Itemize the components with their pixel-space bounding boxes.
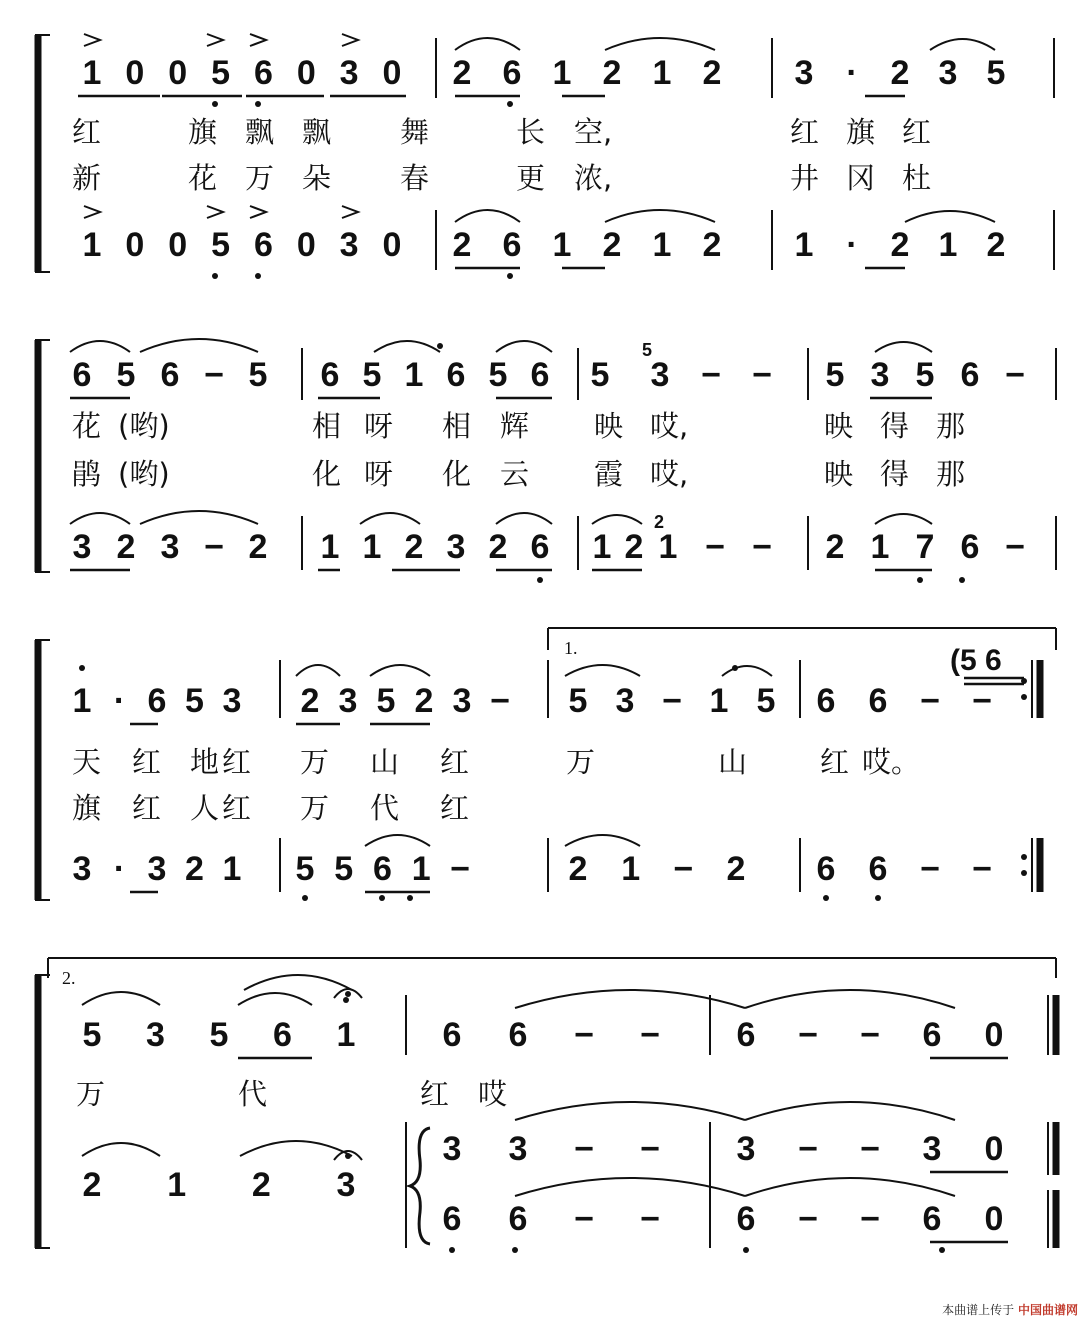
note-symbol: −: [640, 1016, 660, 1054]
lyric-verse2: 花: [188, 161, 218, 195]
lyric-verse2: 霞: [594, 457, 624, 491]
note-group-intro: (5 6: [950, 644, 1002, 677]
lyric-verse1: 旗: [846, 115, 876, 149]
note-symbol: −: [860, 1016, 880, 1054]
slur: [605, 210, 715, 222]
octave-dot: [449, 1247, 455, 1253]
octave-dot: [1021, 870, 1027, 876]
octave-dot: [959, 577, 965, 583]
octave-dot: [1021, 854, 1027, 860]
lyric-verse1: 相: [312, 409, 342, 443]
slur: [605, 38, 715, 50]
note-symbol: −: [701, 356, 721, 394]
lyric-verse1: 红: [222, 745, 252, 779]
note: 1: [167, 1166, 187, 1204]
lyric-verse2: 万: [245, 161, 275, 195]
lyric-verse2: 更: [516, 161, 546, 195]
note: 1: [592, 528, 612, 566]
note: 2: [251, 1166, 271, 1204]
note: 5: [362, 356, 382, 394]
note-symbol: −: [490, 682, 510, 720]
lyric-verse1: 万: [566, 745, 596, 779]
note-symbol: −: [450, 850, 470, 888]
slur: [496, 513, 552, 524]
note: 5: [295, 850, 315, 888]
note: 0: [984, 1130, 1004, 1168]
slur: [238, 993, 312, 1005]
slur: [140, 511, 258, 524]
lyric-verse1: 万: [300, 745, 330, 779]
note: 1: [709, 682, 729, 720]
note: 2: [702, 226, 722, 264]
note: 5: [82, 1016, 102, 1054]
note: 2: [248, 528, 268, 566]
note-symbol: −: [705, 528, 725, 566]
note: 6: [502, 54, 522, 92]
grace-note: 5: [642, 340, 653, 360]
note-symbol: −: [574, 1130, 594, 1168]
note: 1: [320, 528, 340, 566]
note: 2: [452, 226, 472, 264]
lyric-verse1: 红: [902, 115, 932, 149]
lyric-verse1: 代: [238, 1077, 268, 1111]
note: 0: [984, 1200, 1004, 1238]
slur: [875, 342, 932, 352]
note: 2: [116, 528, 136, 566]
note: 1: [362, 528, 382, 566]
octave-dot: [79, 665, 85, 671]
lyric-verse1: 映: [594, 409, 624, 443]
lyric-verse2: 朵: [302, 161, 332, 195]
note-symbol: ·: [846, 226, 858, 264]
note-symbol: −: [920, 682, 940, 720]
note-symbol: −: [860, 1200, 880, 1238]
lyric-verse1: 哎: [478, 1077, 508, 1111]
note: 6: [960, 528, 980, 566]
slur: [70, 513, 130, 524]
note: 2: [82, 1166, 102, 1204]
note: 5: [248, 356, 268, 394]
lyric-verse1: 万: [76, 1077, 106, 1111]
slur: [140, 339, 258, 352]
note-symbol: −: [574, 1200, 594, 1238]
note: 1: [870, 528, 890, 566]
octave-dot: [507, 101, 513, 107]
lyric-verse1: 红: [820, 745, 850, 779]
note-symbol: −: [204, 528, 224, 566]
note: 6: [446, 356, 466, 394]
lyric-verse1: 红: [440, 745, 470, 779]
note: 0: [296, 54, 316, 92]
slur: [745, 1178, 955, 1196]
note: 1: [938, 226, 958, 264]
slur: [745, 990, 955, 1008]
slur: [82, 992, 160, 1005]
slur: [365, 835, 430, 846]
note-symbol: −: [920, 850, 940, 888]
octave-dot: [507, 273, 513, 279]
lyric-verse2: 杜: [902, 161, 932, 195]
note: 2: [602, 226, 622, 264]
note: 0: [168, 226, 188, 264]
octave-dot: [255, 101, 261, 107]
note: 3: [339, 226, 359, 264]
octave-dot: [345, 1153, 351, 1159]
lyric-verse2: 万: [300, 791, 330, 825]
lyric-verse2: 浓,: [574, 161, 613, 195]
note: 5: [488, 356, 508, 394]
note: 5: [756, 682, 776, 720]
note: 6: [253, 226, 273, 264]
accent-mark: [250, 34, 266, 46]
note: 6: [442, 1016, 462, 1054]
note: 3: [222, 682, 242, 720]
note: 3: [339, 54, 359, 92]
note: 1: [82, 226, 102, 264]
lyric-verse2: 红: [222, 791, 252, 825]
slur: [455, 210, 520, 222]
note: 0: [382, 226, 402, 264]
lyric-verse1: 哎,: [650, 409, 689, 443]
note-symbol: −: [798, 1016, 818, 1054]
octave-dot: [1021, 678, 1027, 684]
octave-dot: [407, 895, 413, 901]
accent-mark: [250, 206, 266, 218]
note: 6: [72, 356, 92, 394]
lyric-verse2: 化: [442, 457, 472, 491]
note: 3: [442, 1130, 462, 1168]
octave-dot: [343, 997, 349, 1003]
note-symbol: −: [574, 1016, 594, 1054]
octave-dot: [212, 273, 218, 279]
octave-dot: [437, 343, 443, 349]
note: 2: [726, 850, 746, 888]
octave-dot: [379, 895, 385, 901]
note: 3: [160, 528, 180, 566]
note-symbol: −: [860, 1130, 880, 1168]
note: 7: [915, 528, 935, 566]
note: 1: [794, 226, 814, 264]
slur: [875, 514, 932, 524]
note: 3: [452, 682, 472, 720]
octave-dot: [939, 1247, 945, 1253]
accent-mark: [207, 206, 223, 218]
lyric-verse1: 舞: [400, 115, 430, 149]
note: 6: [868, 850, 888, 888]
lyric-verse1: 映: [824, 409, 854, 443]
note: 5: [334, 850, 354, 888]
note: 1: [652, 54, 672, 92]
note: 6: [530, 356, 550, 394]
note: 2: [300, 682, 320, 720]
note: 3: [922, 1130, 942, 1168]
note: 1: [621, 850, 641, 888]
octave-dot: [255, 273, 261, 279]
note: 2: [702, 54, 722, 92]
octave-dot: [875, 895, 881, 901]
note: 3: [146, 1016, 165, 1054]
volta-label-2: 2.: [62, 968, 76, 988]
note: 3: [336, 1166, 356, 1204]
note-symbol: −: [752, 356, 772, 394]
volta-label-1: 1.: [564, 638, 578, 658]
lyric-verse2: 冈: [846, 161, 876, 195]
lyric-verse1: 空,: [574, 115, 613, 149]
note: 3: [338, 682, 358, 720]
note: 6: [502, 226, 522, 264]
note: 6: [320, 356, 340, 394]
note: 3: [615, 682, 635, 720]
divisi-brace: [410, 1128, 430, 1244]
note: 5: [116, 356, 136, 394]
note: 6: [373, 850, 392, 888]
note: 3: [508, 1130, 528, 1168]
note: 6: [530, 528, 550, 566]
slur: [370, 665, 430, 676]
note-symbol: −: [662, 682, 682, 720]
note: 3: [938, 54, 958, 92]
note: 1: [552, 226, 572, 264]
slur: [82, 1143, 160, 1156]
lyric-verse1: 红: [790, 115, 820, 149]
lyric-verse1: 得: [880, 409, 910, 443]
note-symbol: −: [972, 682, 992, 720]
lyric-verse2: 人: [190, 791, 220, 825]
note: 2: [624, 528, 644, 566]
note-symbol: −: [204, 356, 224, 394]
lyric-verse2: 红: [132, 791, 162, 825]
accent-mark: [84, 34, 100, 46]
note-symbol: −: [798, 1200, 818, 1238]
note: 6: [816, 850, 836, 888]
lyric-verse2: 那: [936, 457, 966, 491]
lyric-verse2: 红: [440, 791, 470, 825]
note: 6: [922, 1016, 942, 1054]
note: 0: [984, 1016, 1004, 1054]
note: 6: [253, 54, 273, 92]
slur: [515, 1102, 745, 1120]
octave-dot: [917, 577, 923, 583]
accent-mark: [84, 206, 100, 218]
note-symbol: ·: [113, 682, 126, 720]
note: 1: [72, 682, 92, 720]
note: 5: [568, 682, 588, 720]
note: 2: [404, 528, 424, 566]
note: 6: [868, 682, 888, 720]
lyric-verse1: 飘: [302, 115, 332, 149]
footer: [942, 1301, 1078, 1318]
lyric-verse2: 哎,: [650, 457, 689, 491]
slur: [592, 515, 642, 524]
note: 0: [125, 54, 145, 92]
lyric-verse1: 哎。: [862, 745, 921, 779]
note: 1: [658, 528, 678, 566]
slur: [70, 341, 130, 352]
note: 1: [82, 54, 102, 92]
note: 6: [508, 1200, 528, 1238]
note: 3: [794, 54, 814, 92]
lyric-verse1: 花: [72, 409, 102, 443]
note: 6: [736, 1016, 756, 1054]
site-logo: 中国曲谱网: [1017, 1303, 1078, 1317]
lyric-verse1: 山: [370, 745, 400, 779]
lyric-verse2: 呀: [364, 457, 394, 491]
octave-dot: [1021, 694, 1027, 700]
lyric-verse2: 井: [790, 161, 820, 195]
lyric-verse1: 长: [516, 115, 546, 149]
octave-dot: [302, 895, 308, 901]
note: 1: [222, 850, 242, 888]
note: 1: [336, 1016, 356, 1054]
note: 3: [72, 850, 92, 888]
lyric-verse1: 相: [442, 409, 472, 443]
note: 1: [404, 356, 424, 394]
note-symbol: −: [673, 850, 694, 888]
note: 0: [125, 226, 145, 264]
slur: [455, 38, 520, 50]
note: 5: [211, 54, 231, 92]
lyric-verse1: 红: [132, 745, 162, 779]
lyric-verse2: (哟): [118, 457, 170, 491]
lyric-verse1: 红: [420, 1077, 450, 1111]
lyric-verse1: 山: [718, 745, 748, 779]
note: 2: [825, 528, 845, 566]
note: 0: [296, 226, 316, 264]
note: 1: [411, 850, 431, 888]
lyric-verse1: 辉: [500, 409, 530, 443]
note: 6: [922, 1200, 942, 1238]
note: 1: [652, 226, 672, 264]
note: 3: [147, 850, 167, 888]
octave-dot: [732, 665, 738, 671]
lyric-verse2: 代: [370, 791, 400, 825]
note: 6: [508, 1016, 528, 1054]
note: 0: [168, 54, 188, 92]
note: 2: [488, 528, 508, 566]
lyric-verse2: 映: [824, 457, 854, 491]
note: 2: [890, 226, 910, 264]
slur: [244, 975, 352, 990]
note: 2: [602, 54, 622, 92]
lyric-verse1: 地: [190, 745, 220, 779]
note: 2: [986, 226, 1006, 264]
note: 3: [650, 356, 670, 394]
note: 6: [160, 356, 180, 394]
note-symbol: −: [752, 528, 772, 566]
accent-mark: [342, 34, 358, 46]
note: 2: [890, 54, 910, 92]
note: 6: [147, 682, 167, 720]
octave-dot: [537, 577, 543, 583]
lyric-verse2: 化: [312, 457, 342, 491]
lyric-verse1: (哟): [118, 409, 170, 443]
lyric-verse1: 呀: [364, 409, 394, 443]
lyric-verse2: 旗: [72, 791, 102, 825]
lyric-verse2: 得: [880, 457, 910, 491]
note: 0: [382, 54, 402, 92]
note-symbol: −: [640, 1130, 660, 1168]
note-symbol: −: [798, 1130, 818, 1168]
note-symbol: −: [640, 1200, 660, 1238]
note: 5: [590, 356, 610, 394]
note: 3: [870, 356, 890, 394]
lyric-verse2: 春: [400, 161, 430, 195]
note-symbol: −: [1005, 356, 1025, 394]
note: 5: [825, 356, 845, 394]
note-symbol: ·: [113, 850, 126, 888]
octave-dot: [345, 991, 351, 997]
slur: [360, 513, 420, 524]
note: 6: [442, 1200, 462, 1238]
note: 2: [185, 850, 204, 888]
footer-text: 本曲谱上传于: [942, 1303, 1015, 1317]
lyric-verse1: 红: [72, 115, 102, 149]
accent-mark: [342, 206, 358, 218]
note: 6: [960, 356, 980, 394]
note: 5: [915, 356, 935, 394]
note-symbol: ·: [846, 54, 858, 92]
lyric-verse2: 云: [500, 457, 530, 491]
slur: [905, 211, 995, 222]
note: 2: [568, 850, 588, 888]
note: 5: [185, 682, 204, 720]
slur: [745, 1102, 955, 1120]
slur: [565, 835, 640, 846]
note: 6: [273, 1016, 292, 1054]
slur: [722, 666, 772, 676]
accent-mark: [207, 34, 223, 46]
note: 3: [72, 528, 92, 566]
note-symbol: −: [1005, 528, 1025, 566]
octave-dot: [743, 1247, 749, 1253]
note: 6: [816, 682, 836, 720]
lyric-verse1: 那: [936, 409, 966, 443]
slur: [565, 665, 640, 676]
note: 3: [736, 1130, 756, 1168]
lyric-verse1: 天: [72, 745, 102, 779]
slur: [496, 341, 552, 352]
note: 5: [376, 682, 396, 720]
note: 3: [446, 528, 466, 566]
slur: [296, 665, 340, 676]
octave-dot: [823, 895, 829, 901]
note: 5: [209, 1016, 229, 1054]
lyric-verse2: 新: [72, 161, 102, 195]
grace-note: 2: [654, 512, 665, 532]
octave-dot: [212, 101, 218, 107]
lyric-verse1: 飘: [245, 115, 275, 149]
slur: [930, 39, 995, 50]
note: 2: [414, 682, 434, 720]
note: 5: [211, 226, 231, 264]
slur: [240, 1141, 352, 1156]
slur: [374, 341, 440, 352]
lyric-verse2: 鹃: [72, 457, 102, 491]
note: 5: [986, 54, 1006, 92]
note: 6: [736, 1200, 756, 1238]
note-symbol: −: [972, 850, 992, 888]
lyric-verse1: 旗: [188, 115, 218, 149]
note: 2: [452, 54, 472, 92]
note: 1: [552, 54, 572, 92]
octave-dot: [512, 1247, 518, 1253]
